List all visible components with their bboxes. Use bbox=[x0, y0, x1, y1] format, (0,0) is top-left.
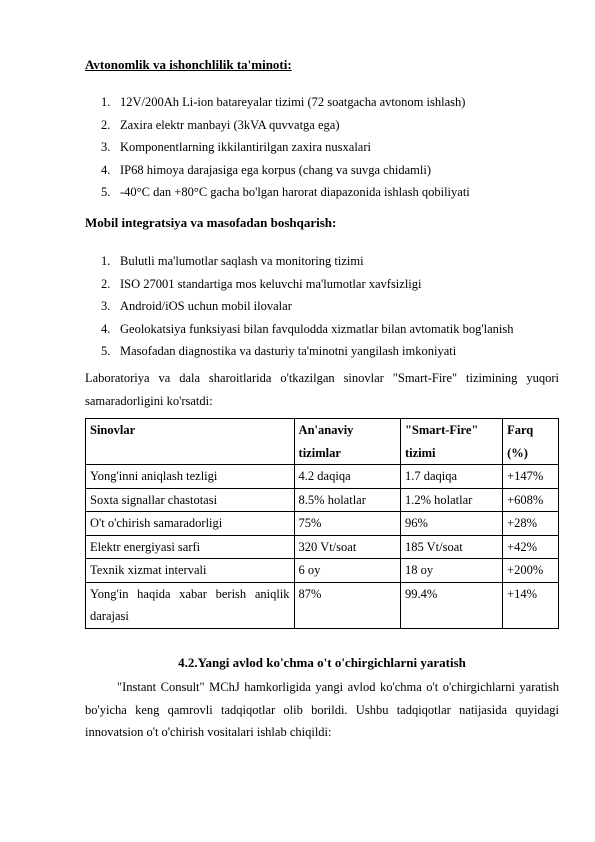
mobile-integration-heading: Mobil integratsiya va masofadan boshqarish: bbox=[85, 215, 337, 230]
table-cell: Elektr energiyasi sarfi bbox=[86, 535, 295, 559]
table-cell: 8.5% holatlar bbox=[294, 488, 400, 512]
intro-paragraph: Laboratoriya va dala sharoitlarida o'tkazilgan sinovlar "Smart-Fire" tizimining yuqori samaradorligini ko'rsatdi: bbox=[85, 371, 559, 408]
table-cell: 185 Vt/soat bbox=[400, 535, 502, 559]
table-cell: 87% bbox=[294, 582, 400, 628]
list-item: 2. ISO 27001 standartiga mos keluvchi ma'lumotlar xavfsizligi bbox=[101, 276, 422, 291]
table-row bbox=[86, 535, 559, 559]
table-cell: +608% bbox=[503, 488, 559, 512]
comparison-table bbox=[85, 418, 559, 629]
table-cell: Texnik xizmat intervali bbox=[86, 559, 295, 583]
table-row bbox=[86, 465, 559, 489]
list-item: 5. -40°C dan +80°C gacha bo'lgan harorat diapazonida ishlash qobiliyati bbox=[101, 185, 470, 199]
table-header-cell: Farq (%) bbox=[503, 419, 559, 465]
list-item: 3. Android/iOS uchun mobil ilovalar bbox=[101, 299, 292, 313]
table-cell: +200% bbox=[503, 559, 559, 583]
table-cell: 6 oy bbox=[294, 559, 400, 583]
table-cell: 75% bbox=[294, 512, 400, 536]
table-cell: +147% bbox=[503, 465, 559, 489]
table-row bbox=[86, 559, 559, 583]
table-cell: 1.7 daqiqa bbox=[400, 465, 502, 489]
table-cell: O't o'chirish samaradorligi bbox=[86, 512, 295, 536]
table-cell: Yong'in haqida xabar berish aniqlik darajasi bbox=[86, 582, 295, 628]
table-cell: +42% bbox=[503, 535, 559, 559]
table-header-row bbox=[86, 419, 559, 465]
table-header-cell: Sinovlar bbox=[86, 419, 295, 465]
list-item: 1. 12V/200Ah Li-ion batareyalar tizimi (72 soatgacha avtonom ishlash) bbox=[101, 95, 466, 109]
table-cell: +14% bbox=[503, 582, 559, 628]
closing-paragraph: "Instant Consult" MChJ hamkorligida yangi avlod ko'chma o't o'chirgichlarni yaratish bo'yicha keng qamrovli tadqiqotlar olib borildi. Ushbu tadqiqotlar natijasida quyidagi innovatsion o't o'chirish vositalari ishlab chiqildi: bbox=[85, 680, 559, 739]
list-item: 5. Masofadan diagnostika va dasturiy ta'minotni yangilash imkoniyati bbox=[101, 344, 457, 358]
autonomy-list bbox=[85, 91, 559, 204]
table-row bbox=[86, 582, 559, 628]
table-cell: 96% bbox=[400, 512, 502, 536]
list-item: 4. IP68 himoya darajasiga ega korpus (chang va suvga chidamli) bbox=[101, 162, 432, 177]
table-cell: 320 Vt/soat bbox=[294, 535, 400, 559]
table-cell: +28% bbox=[503, 512, 559, 536]
table-cell: 4.2 daqiqa bbox=[294, 465, 400, 489]
table-header-cell: An'anaviy tizimlar bbox=[294, 419, 400, 465]
list-item: 1. Bulutli ma'lumotlar saqlash va monitoring tizimi bbox=[101, 254, 364, 268]
table-cell: 99.4% bbox=[400, 582, 502, 628]
table-row bbox=[86, 512, 559, 536]
table-cell: 1.2% holatlar bbox=[400, 488, 502, 512]
table-cell: Soxta signallar chastotasi bbox=[86, 488, 295, 512]
table-cell: 18 oy bbox=[400, 559, 502, 583]
list-item: 3. Komponentlarning ikkilantirilgan zaxira nusxalari bbox=[101, 140, 371, 154]
table-row bbox=[86, 488, 559, 512]
table-header-cell: "Smart-Fire" tizimi bbox=[400, 419, 502, 465]
table-cell: Yong'inni aniqlash tezligi bbox=[86, 465, 295, 489]
mobile-integration-list bbox=[85, 250, 559, 363]
autonomy-heading: Avtonomlik va ishonchlilik ta'minoti: bbox=[85, 57, 292, 72]
list-item: 4. Geolokatsiya funksiyasi bilan favqulodda xizmatlar bilan avtomatik bog'lanish bbox=[101, 321, 514, 336]
section-title: 4.2.Yangi avlod ko'chma o't o'chirgichlarni yaratish bbox=[178, 655, 466, 670]
list-item: 2. Zaxira elektr manbayi (3kVA quvvatga ega) bbox=[101, 117, 340, 132]
